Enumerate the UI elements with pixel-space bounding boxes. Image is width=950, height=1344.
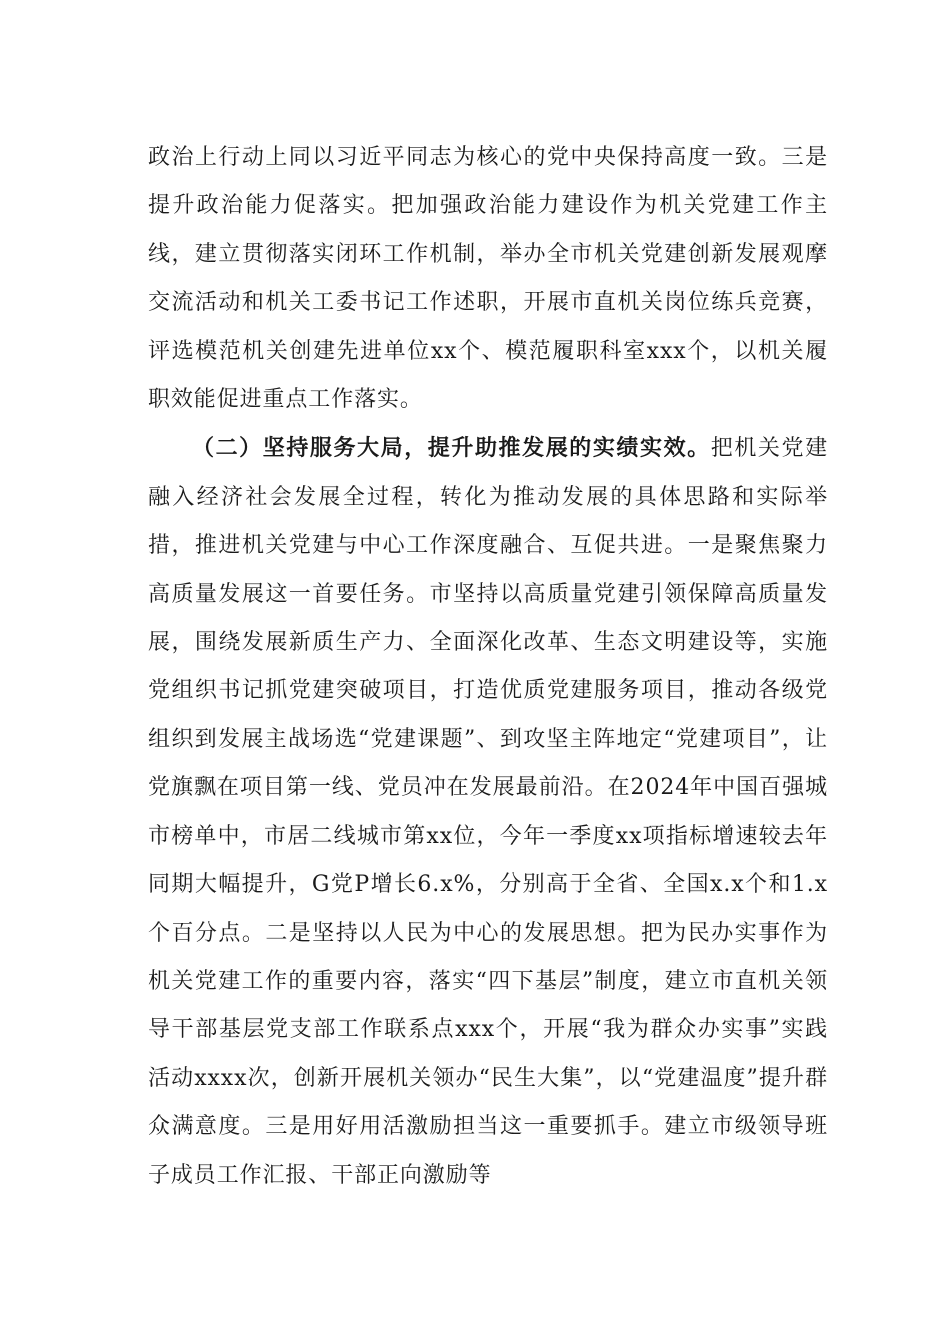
document-body xyxy=(148,134,828,1200)
paragraph-section-two xyxy=(148,424,828,1200)
paragraph-text: 政治上行动上同以习近平同志为核心的党中央保持高度一致。三是提升政治能力促落实。把加强政治能力建设作为机关党建工作主线，建立贯彻落实闭环工作机制，举办全市机关党建创新发展观摩交流活动和机关工委书记工作述职，开展市直机关岗位练兵竞赛，评选模范机关创建先进单位xx个、模范履职科室xxx个，以机关履职效能促进重点工作落实。 xyxy=(148,145,828,413)
paragraph-continuation xyxy=(148,134,828,424)
section-heading: （二）坚持服务大局，提升助推发展的实绩实效。 xyxy=(192,435,711,462)
paragraph-text: 把机关党建融入经济社会发展全过程，转化为推动发展的具体思路和实际举措，推进机关党建与中心工作深度融合、互促共进。一是聚焦聚力高质量发展这一首要任务。市坚持以高质量党建引领保障高质量发展，围绕发展新质生产力、全面深化改革、生态文明建设等，实施党组织书记抓党建突破项目，打造优质党建服务项目，推动各级党组织到发展主战场选“党建课题”、到攻坚主阵地定“党建项目”，让党旗飘在项目第一线、党员冲在发展最前沿。在2024年中国百强城市榜单中，市居二线城市第xx位，今年一季度xx项指标增速较去年同期大幅提升，G党P增长6.x%，分别高于全省、全国x.x个和1.x个百分点。二是坚持以人民为中心的发展思想。把为民办实事作为机关党建工作的重要内容，落实“四下基层”制度，建立市直机关领导干部基层党支部工作联系点xxx个，开展“我为群众办实事”实践活动xxxx次，创新开展机关领办“民生大集”，以“党建温度”提升群众满意度。三是用好用活激励担当这一重要抓手。建立市级领导班子成员工作汇报、干部正向激励等 xyxy=(148,436,828,1188)
